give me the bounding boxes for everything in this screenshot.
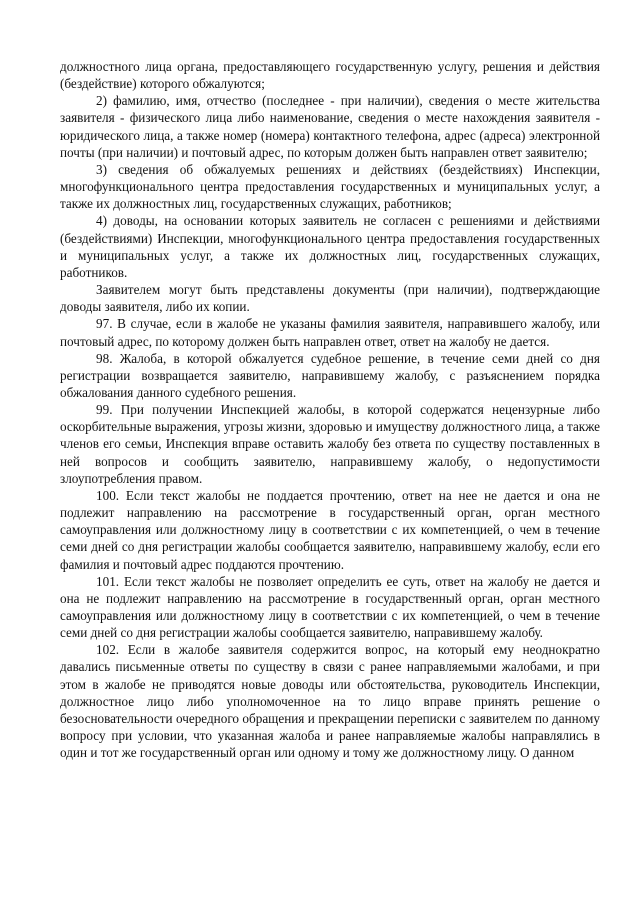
paragraph-99: 99. При получении Инспекцией жалобы, в которой содержатся нецензурные либо оскорбительные выражения, угрозы жизни, здоровью и имуществу должностного лица, а также членов его семьи, Инспекция вправе оставить жалобу без ответа по существу поставленных в ней вопросов и сообщить заявителю, направившему жалобу, о недопустимости злоупотребления правом. (60, 402, 600, 486)
paragraph-98: 98. Жалоба, в которой обжалуется судебное решение, в течение семи дней со дня регистрации возвращается заявителю, направившему жалобу, с разъяснением порядка обжалования данного судебного решения. (60, 350, 600, 400)
paragraph-97: 97. В случае, если в жалобе не указаны фамилия заявителя, направившего жалобу, или почтовый адрес, по которому должен быть направлен ответ, ответ на жалобу не дается. (60, 316, 600, 349)
paragraph-item-3: 3) сведения об обжалуемых решениях и действиях (бездействиях) Инспекции, многофункционального центра предоставления государственных и муниципальных услуг, а также их должностных лиц, государственных служащих, работников; (60, 161, 600, 212)
paragraph-documents: Заявителем могут быть представлены документы (при наличии), подтверждающие доводы заявителя, либо их копии. (60, 282, 600, 315)
paragraph-item-2: 2) фамилию, имя, отчество (последнее - при наличии), сведения о месте жительства заявителя - физического лица либо наименование, сведения о месте нахождения заявителя - юридического лица, а также номер (номера) контактного телефона, адрес (адреса) электронной почты (при наличии) и почтовый адрес, по которым должен быть направлен ответ заявителю; (60, 93, 600, 160)
document-page (60, 58, 600, 761)
paragraph-continuation: должностного лица органа, предоставляющего государственную услугу, решения и действия (бездействие) которого обжалуются; (60, 59, 600, 92)
paragraph-102: 102. Если в жалобе заявителя содержится вопрос, на который ему неоднократно давались письменные ответы по существу в связи с ранее направляемыми жалобами, и при этом в жалобе не приводятся новые доводы или обстоятельства, руководитель Инспекции, должностное лицо либо уполномоченное на то лицо вправе принять решение о безосновательности очередного обращения и прекращении переписки с заявителем по данному вопросу при условии, что указанная жалоба и ранее направляемые жалобы направлялись в один и тот же государственный орган или одному и тому же должностному лицу. О данном (60, 642, 600, 761)
paragraph-101: 101. Если текст жалобы не позволяет определить ее суть, ответ на жалобу не дается и она не подлежит направлению на рассмотрение в государственный орган, орган местного самоуправления или должностному лицу в соответствии с их компетенцией, о чем в течение семи дней со дня регистрации жалобы сообщается заявителю, направившему жалобу. (60, 573, 600, 641)
paragraph-100: 100. Если текст жалобы не поддается прочтению, ответ на нее не дается и она не подлежит направлению на рассмотрение в государственный орган, орган местного самоуправления или должностному лицу в соответствии с их компетенцией, о чем в течение семи дней со дня регистрации жалобы сообщается заявителю, направившему жалобу, если его фамилия и почтовый адрес поддаются прочтению. (60, 487, 600, 572)
paragraph-item-4: 4) доводы, на основании которых заявитель не согласен с решениями и действиями (бездействиями) Инспекции, многофункционального центра предоставления государственных и муниципальных услуг, а также их должностных лиц, государственных служащих, работников. (60, 213, 600, 280)
